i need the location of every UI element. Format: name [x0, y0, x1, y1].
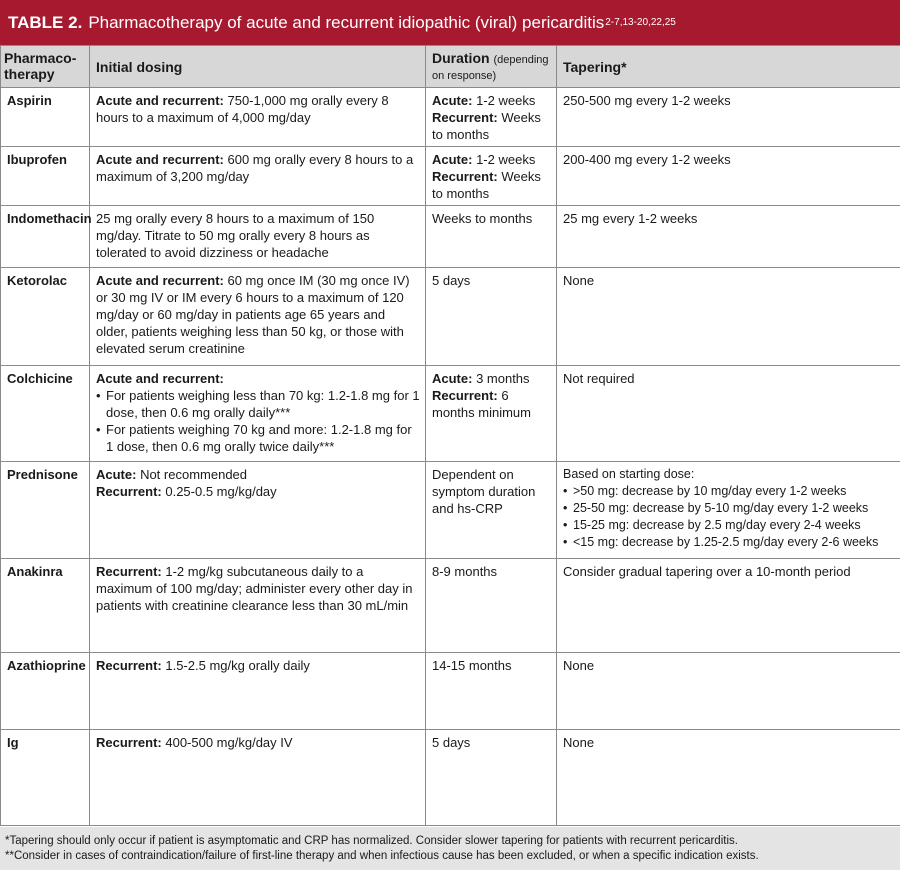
list-item: • >50 mg: decrease by 10 mg/day every 1-2 weeks	[563, 483, 895, 500]
duration: Dependent on symptom duration and hs-CRP	[426, 462, 557, 559]
duration: Acute: 1-2 weeks Recurrent: Weeks to months	[426, 88, 557, 147]
initial-dosing: Acute: Not recommended Recurrent: 0.25-0.5 mg/kg/day	[90, 462, 426, 559]
drug-name: Ig	[1, 730, 90, 826]
tapering: 250-500 mg every 1-2 weeks	[557, 88, 900, 147]
header-initial-dosing: Initial dosing	[90, 46, 426, 88]
duration: Acute: 1-2 weeks Recurrent: Weeks to months	[426, 147, 557, 206]
header-tapering: Tapering*	[557, 46, 900, 88]
initial-dosing: Acute and recurrent: • For patients weighing less than 70 kg: 1.2-1.8 mg for 1 dose, then 0.6 mg orally daily*** • For patients weighing 70 kg and more: 1.2-1.8 mg for 1 dose, then 0.6 mg orally twice daily***	[90, 366, 426, 462]
list-item: • <15 mg: decrease by 1.25-2.5 mg/day every 2-6 weeks	[563, 534, 895, 551]
tapering: 25 mg every 1-2 weeks	[557, 206, 900, 268]
initial-dosing: Acute and recurrent: 60 mg once IM (30 mg once IV) or 30 mg IV or IM every 6 hours to a maximum of 120 mg/day or 60 mg/day in patients age 65 years and older, patients weighing less than 50 kg, or those with elevated serum creatinine	[90, 268, 426, 366]
duration: 14-15 months	[426, 653, 557, 730]
header-pharmacotherapy: Pharmaco- therapy	[1, 46, 90, 88]
table-row	[1, 559, 900, 653]
tapering-bullets	[563, 483, 895, 551]
drug-name: Ketorolac	[1, 268, 90, 366]
footnote-contraindication: **Consider in cases of contraindication/failure of first-line therapy and when infectious cause has been excluded, or when a specific indication exists.	[5, 850, 759, 862]
table-title-text: Pharmacotherapy of acute and recurrent idiopathic (viral) pericarditis	[88, 12, 605, 32]
initial-dosing: 25 mg orally every 8 hours to a maximum of 150 mg/day. Titrate to 50 mg orally every 8 hours as tolerated to avoid dizziness or headache	[90, 206, 426, 268]
initial-dosing: Recurrent: 400-500 mg/kg/day IV	[90, 730, 426, 826]
table-row	[1, 88, 900, 147]
header-duration: Duration (depending on response)	[426, 46, 557, 88]
footnotes	[0, 827, 900, 870]
tapering: None	[557, 730, 900, 826]
table-row	[1, 206, 900, 268]
tapering: 200-400 mg every 1-2 weeks	[557, 147, 900, 206]
table-title	[0, 0, 900, 45]
duration: 5 days	[426, 268, 557, 366]
dosing-bullets	[96, 387, 420, 455]
drug-name: Azathioprine	[1, 653, 90, 730]
list-item: • 25-50 mg: decrease by 5-10 mg/day every 1-2 weeks	[563, 500, 895, 517]
table-row	[1, 730, 900, 826]
list-item: • For patients weighing 70 kg and more: 1.2-1.8 mg for 1 dose, then 0.6 mg orally twice daily***	[96, 421, 420, 455]
header-row	[1, 46, 900, 88]
duration: 8-9 months	[426, 559, 557, 653]
table-row	[1, 366, 900, 462]
initial-dosing: Recurrent: 1.5-2.5 mg/kg orally daily	[90, 653, 426, 730]
table-row	[1, 653, 900, 730]
drug-name: Indomethacin	[1, 206, 90, 268]
duration: Acute: 3 months Recurrent: 6 months minimum	[426, 366, 557, 462]
duration: Weeks to months	[426, 206, 557, 268]
drug-name: Aspirin	[1, 88, 90, 147]
table-row	[1, 147, 900, 206]
tapering: Based on starting dose: • >50 mg: decrease by 10 mg/day every 1-2 weeks • 25-50 mg: decrease by 5-10 mg/day every 1-2 weeks • 15-25 mg: decrease by 2.5 mg/day every 2-4 weeks • <15 mg: decrease by 1.25-2.5 mg/day every 2-6 weeks	[557, 462, 900, 559]
table-label: TABLE 2.	[8, 12, 83, 32]
drug-name: Prednisone	[1, 462, 90, 559]
pharmacotherapy-table	[0, 45, 900, 826]
table-row	[1, 268, 900, 366]
initial-dosing: Recurrent: 1-2 mg/kg subcutaneous daily to a maximum of 100 mg/day; administer every other day in patients with creatinine clearance less than 30 mL/min	[90, 559, 426, 653]
footnote-tapering: *Tapering should only occur if patient is asymptomatic and CRP has normalized. Consider slower tapering for patients with recurrent pericarditis.	[5, 835, 738, 847]
table-row	[1, 462, 900, 559]
drug-name: Anakinra	[1, 559, 90, 653]
tapering: Consider gradual tapering over a 10-month period	[557, 559, 900, 653]
list-item: • For patients weighing less than 70 kg: 1.2-1.8 mg for 1 dose, then 0.6 mg orally daily***	[96, 387, 420, 421]
tapering: Not required	[557, 366, 900, 462]
duration: 5 days	[426, 730, 557, 826]
drug-name: Colchicine	[1, 366, 90, 462]
title-references: 2-7,13-20,22,25	[605, 17, 676, 28]
initial-dosing: Acute and recurrent: 750-1,000 mg orally every 8 hours to a maximum of 4,000 mg/day	[90, 88, 426, 147]
list-item: • 15-25 mg: decrease by 2.5 mg/day every 2-4 weeks	[563, 517, 895, 534]
tapering: None	[557, 268, 900, 366]
initial-dosing: Acute and recurrent: 600 mg orally every 8 hours to a maximum of 3,200 mg/day	[90, 147, 426, 206]
drug-name: Ibuprofen	[1, 147, 90, 206]
tapering: None	[557, 653, 900, 730]
